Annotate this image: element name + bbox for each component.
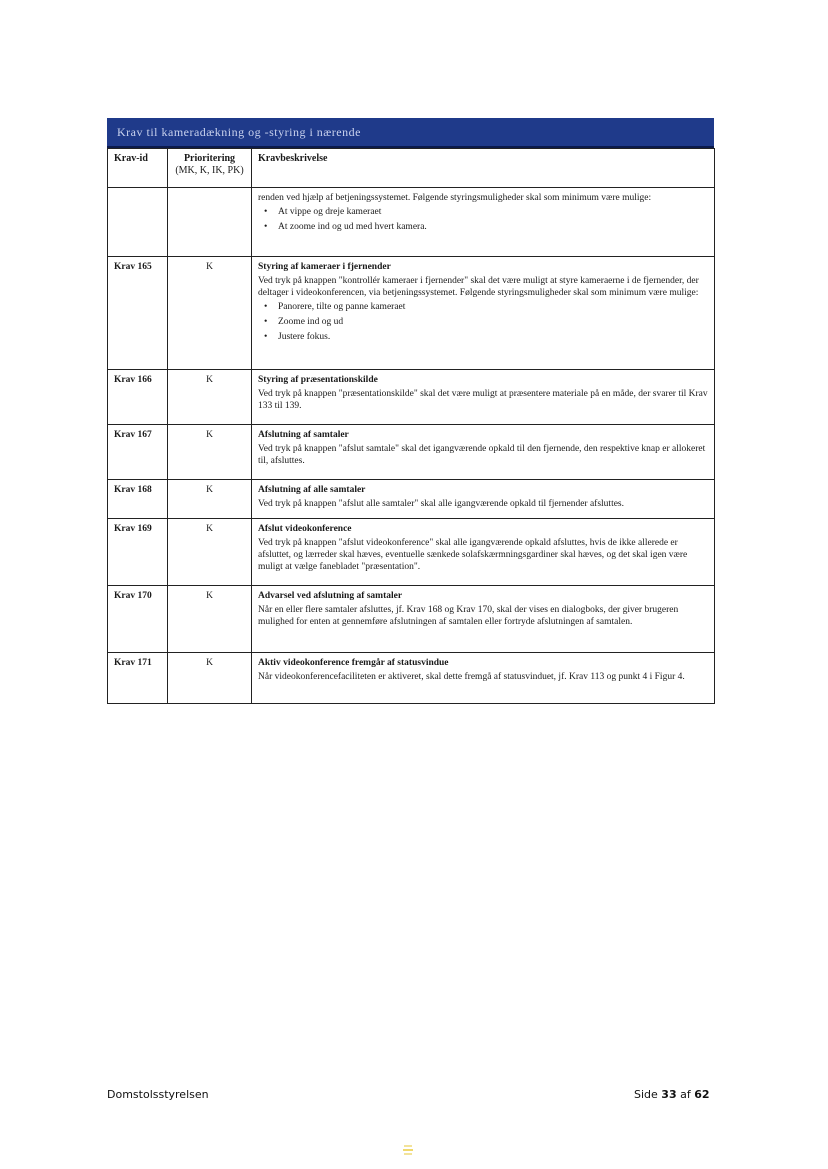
header-priority-label: Prioritering — [183, 153, 236, 164]
continuation-priority — [168, 188, 252, 257]
page-prefix: Side — [634, 1088, 658, 1101]
krav-text: Ved tryk på knappen "afslut videokonference" skal alle igangværende opkald afsluttes, hvis de ikke allerede er afsluttet, og lærreder skal hæves, eventuelle sænkede solafskærmningsgardiner skal hæves, og det skal igen være muligt at vælge fanebladet "præsentation". — [258, 538, 688, 572]
page-separator: af — [680, 1088, 691, 1101]
krav-title: Afslutning af samtaler — [258, 430, 349, 440]
krav-description — [252, 257, 715, 370]
page-marker-icon — [401, 1143, 415, 1157]
krav-text: Ved tryk på knappen "præsentationskilde" skal det være muligt at præsentere materiale på en måde, der svarer til Krav 133 til 139. — [258, 389, 708, 411]
krav-title: Aktiv videokonference fremgår af statusvindue — [258, 658, 449, 668]
continuation-text: renden ved hjælp af betjeningssystemet. Følgende styringsmuligheder skal som minimum være mulige: — [258, 193, 652, 203]
bullet-item: • At vippe og dreje kameraet — [270, 206, 708, 218]
table-row — [108, 480, 715, 519]
table-row — [108, 653, 715, 704]
krav-text: Ved tryk på knappen "afslut alle samtaler" skal alle igangværende opkald til fjernender afsluttes. — [258, 499, 624, 509]
krav-priority: K — [168, 425, 252, 480]
bullet-item: • Zoome ind og ud — [270, 316, 708, 328]
krav-id: Krav 165 — [108, 257, 168, 370]
requirements-table — [107, 118, 714, 704]
krav-text: Ved tryk på knappen "afslut samtale" skal det igangværende opkald til den fjernende, den respektive knap er allokeret til, afsluttes. — [258, 444, 706, 466]
continuation-row — [108, 188, 715, 257]
bullet-item: • Justere fokus. — [270, 331, 708, 343]
krav-priority: K — [168, 653, 252, 704]
krav-title: Afslutning af alle samtaler — [258, 485, 366, 495]
page-total: 62 — [694, 1088, 710, 1101]
krav-text: Når videokonferencefaciliteten er aktiveret, skal dette fremgå af statusvinduet, jf. Krav 113 og punkt 4 i Figur 4. — [258, 672, 685, 682]
header-description: Kravbeskrivelse — [252, 149, 715, 188]
krav-priority: K — [168, 257, 252, 370]
krav-description — [252, 586, 715, 653]
krav-description — [252, 370, 715, 425]
header-id: Krav-id — [108, 149, 168, 188]
footer-page-number — [634, 1088, 710, 1101]
table-row — [108, 257, 715, 370]
krav-priority: K — [168, 370, 252, 425]
krav-bullets — [258, 301, 708, 343]
krav-priority: K — [168, 519, 252, 586]
continuation-description — [252, 188, 715, 257]
table-row — [108, 370, 715, 425]
krav-description — [252, 519, 715, 586]
krav-title: Styring af præsentationskilde — [258, 375, 378, 385]
krav-id: Krav 166 — [108, 370, 168, 425]
footer-organization: Domstolsstyrelsen — [107, 1088, 209, 1101]
krav-id: Krav 171 — [108, 653, 168, 704]
table-row — [108, 519, 715, 586]
continuation-id — [108, 188, 168, 257]
page-current: 33 — [661, 1088, 677, 1101]
header-priority — [168, 149, 252, 188]
bullet-item: • At zoome ind og ud med hvert kamera. — [270, 221, 708, 233]
bullet-item: • Panorere, tilte og panne kameraet — [270, 301, 708, 313]
krav-title: Afslut videokonference — [258, 524, 352, 534]
krav-description — [252, 480, 715, 519]
krav-title: Styring af kameraer i fjernender — [258, 262, 391, 272]
krav-priority: K — [168, 586, 252, 653]
krav-id: Krav 170 — [108, 586, 168, 653]
table-title: Krav til kameradækning og -styring i nærende — [107, 118, 714, 148]
krav-id: Krav 168 — [108, 480, 168, 519]
krav-priority: K — [168, 480, 252, 519]
krav-description — [252, 425, 715, 480]
krav-title: Advarsel ved afslutning af samtaler — [258, 591, 403, 601]
continuation-bullets — [258, 206, 708, 233]
table-row — [108, 425, 715, 480]
requirements-grid — [107, 148, 715, 704]
krav-id: Krav 167 — [108, 425, 168, 480]
header-priority-sub: (MK, K, IK, PK) — [175, 165, 244, 176]
header-row — [108, 149, 715, 188]
krav-text: Ved tryk på knappen "kontrollér kameraer i fjernender" skal det være muligt at styre kameraerne i de fjernender, der deltager i videokonferencen, via betjeningssystemet. Følgende styringsmuligheder skal som minimum være mulige: — [258, 276, 699, 298]
krav-id: Krav 169 — [108, 519, 168, 586]
krav-description — [252, 653, 715, 704]
krav-text: Når en eller flere samtaler afsluttes, jf. Krav 168 og Krav 170, skal der vises en dialogboks, der giver brugeren mulighed for enten at gennemføre afslutningen af samtalen eller fortryde afslutningen af samtalen. — [258, 605, 679, 627]
table-row — [108, 586, 715, 653]
